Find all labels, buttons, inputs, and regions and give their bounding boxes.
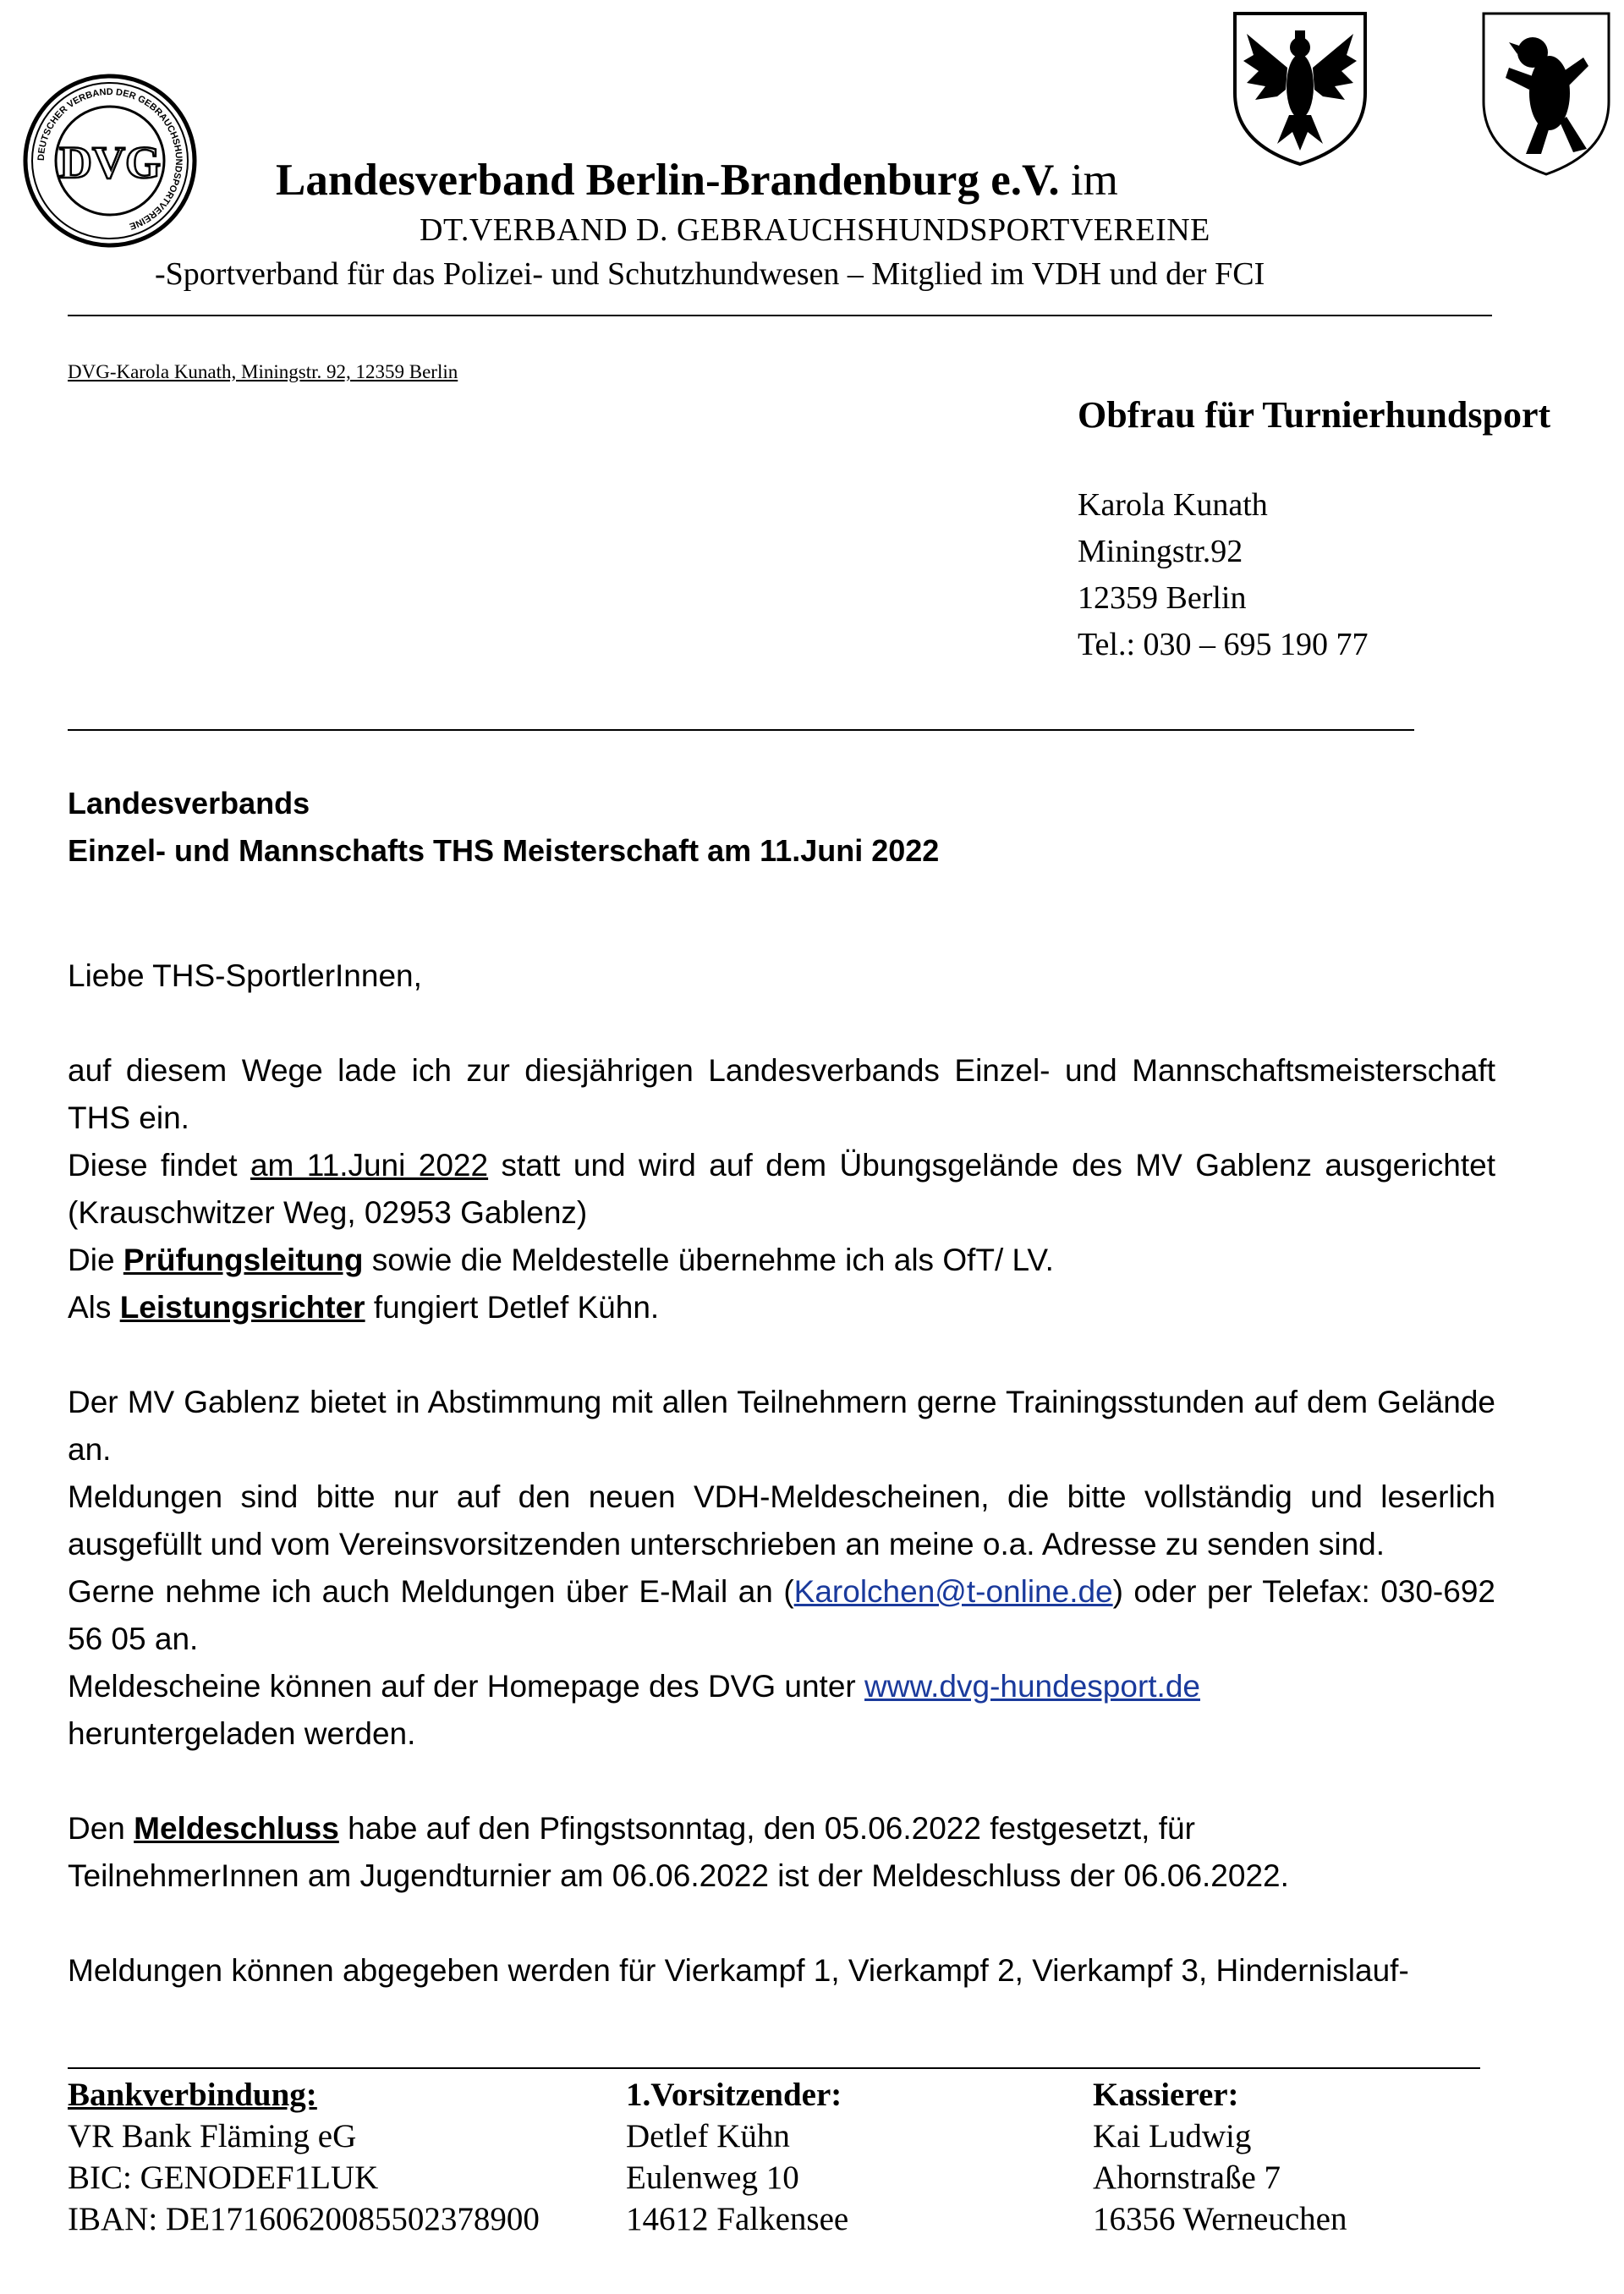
- paragraph-date: Diese findet am 11.Juni 2022 statt und wird auf dem Übungsgelände des MV Gablenz ausgerichtet (Krauschwitzer Weg, 02953 Gablenz): [68, 1148, 1495, 1230]
- officer-street: Miningstr.92: [1078, 534, 1243, 569]
- event-date: am 11.Juni 2022: [250, 1148, 489, 1183]
- dvg-logo: [22, 73, 198, 249]
- treasurer-city: 16356 Werneuchen: [1093, 2201, 1347, 2237]
- chair-city: 14612 Falkensee: [626, 2201, 849, 2237]
- subject-line-2: Einzel- und Mannschafts THS Meisterschaft am 11.Juni 2022: [68, 833, 940, 868]
- subject-line-1: Landesverbands: [68, 786, 310, 820]
- paragraph-deadline: Den Meldeschluss habe auf den Pfingstsonntag, den 05.06.2022 festgesetzt, für TeilnehmerInnen am Jugendturnier am 06.06.2022 ist der Meldeschluss der 06.06.2022.: [68, 1811, 1289, 1893]
- meldeschluss-label: Meldeschluss: [134, 1811, 339, 1846]
- bear-crest-icon: [1479, 8, 1614, 178]
- treasurer-name: Kai Ludwig: [1093, 2118, 1252, 2154]
- leistungsrichter-label: Leistungsrichter: [119, 1290, 365, 1325]
- bank-name: VR Bank Fläming eG: [68, 2118, 357, 2154]
- sender-address-line: DVG-Karola Kunath, Miningstr. 92, 12359 Berlin: [68, 361, 458, 382]
- eagle-crest-icon: [1230, 8, 1370, 167]
- paragraph-download: Meldescheine können auf der Homepage des DVG unter www.dvg-hundesport.de heruntergeladen werden.: [68, 1669, 1200, 1751]
- officer-phone: Tel.: 030 – 695 190 77: [1078, 627, 1369, 662]
- footer-chair: [626, 2074, 848, 2240]
- header-description-line: -Sportverband für das Polizei- und Schutzhundwesen – Mitglied im VDH und der FCI: [155, 256, 1265, 292]
- treasurer-heading: Kassierer:: [1093, 2077, 1239, 2113]
- footer-bank: [68, 2074, 540, 2240]
- chair-heading: 1.Vorsitzender:: [626, 2077, 842, 2113]
- footer-divider: [68, 2067, 1480, 2069]
- chair-street: Eulenweg 10: [626, 2160, 799, 2196]
- bank-iban: IBAN: DE17160620085502378900: [68, 2201, 540, 2237]
- letter-body: [68, 952, 1495, 1995]
- chair-name: Detlef Kühn: [626, 2118, 790, 2154]
- greeting: Liebe THS-SportlerInnen,: [68, 958, 422, 993]
- paragraph-training: Der MV Gablenz bietet in Abstimmung mit allen Teilnehmern gerne Trainingsstunden auf dem Gelände an.: [68, 1385, 1495, 1467]
- officer-name: Karola Kunath: [1078, 487, 1268, 523]
- officer-title: Obfrau für Turnierhundsport: [1078, 394, 1551, 436]
- website-link[interactable]: www.dvg-hundesport.de: [864, 1669, 1200, 1704]
- bank-bic: BIC: GENODEF1LUK: [68, 2160, 379, 2196]
- paragraph-registration: Meldungen sind bitte nur auf den neuen VDH-Meldescheinen, die bitte vollständig und leserlich ausgefüllt und vom Vereinsvorsitzenden unterschrieben an meine o.a. Adresse zu senden sind.: [68, 1479, 1495, 1561]
- association-title: [276, 155, 1118, 206]
- paragraph-invitation: auf diesem Wege lade ich zur diesjährigen Landesverbands Einzel- und Mannschaftsmeisterschaft THS ein.: [68, 1053, 1495, 1135]
- treasurer-street: Ahornstraße 7: [1093, 2160, 1281, 2196]
- association-name: Landesverband Berlin-Brandenburg e.V.: [276, 156, 1060, 205]
- header-federation-line: DT.VERBAND D. GEBRAUCHSHUNDSPORTVEREINE: [420, 212, 1210, 248]
- header-divider: [68, 315, 1492, 316]
- association-title-suffix: im: [1059, 156, 1118, 205]
- officer-city: 12359 Berlin: [1078, 580, 1247, 616]
- paragraph-judge: Als Leistungsrichter fungiert Detlef Kühn.: [68, 1290, 660, 1325]
- dvg-ring-text: DEUTSCHER VERBAND DER GEBRAUCHSHUNDSPORTVEREINE: [36, 86, 184, 232]
- bank-heading: Bankverbindung:: [68, 2077, 317, 2113]
- paragraph-email: Gerne nehme ich auch Meldungen über E-Mail an (Karolchen@t-online.de) oder per Telefax: 030-692 56 05 an.: [68, 1574, 1495, 1656]
- email-link[interactable]: Karolchen@t-online.de: [793, 1574, 1113, 1609]
- address-divider: [68, 729, 1414, 731]
- paragraph-leadership: Die Prüfungsleitung sowie die Meldestelle übernehme ich als OfT/ LV.: [68, 1243, 1054, 1277]
- dvg-letters: DVG: [59, 137, 161, 188]
- letter-subject: [68, 780, 939, 875]
- footer-treasurer: [1093, 2074, 1347, 2240]
- pruefungsleitung-label: Prüfungsleitung: [123, 1243, 364, 1277]
- paragraph-disciplines: Meldungen können abgegeben werden für Vierkampf 1, Vierkampf 2, Vierkampf 3, Hindernislauf-: [68, 1953, 1409, 1988]
